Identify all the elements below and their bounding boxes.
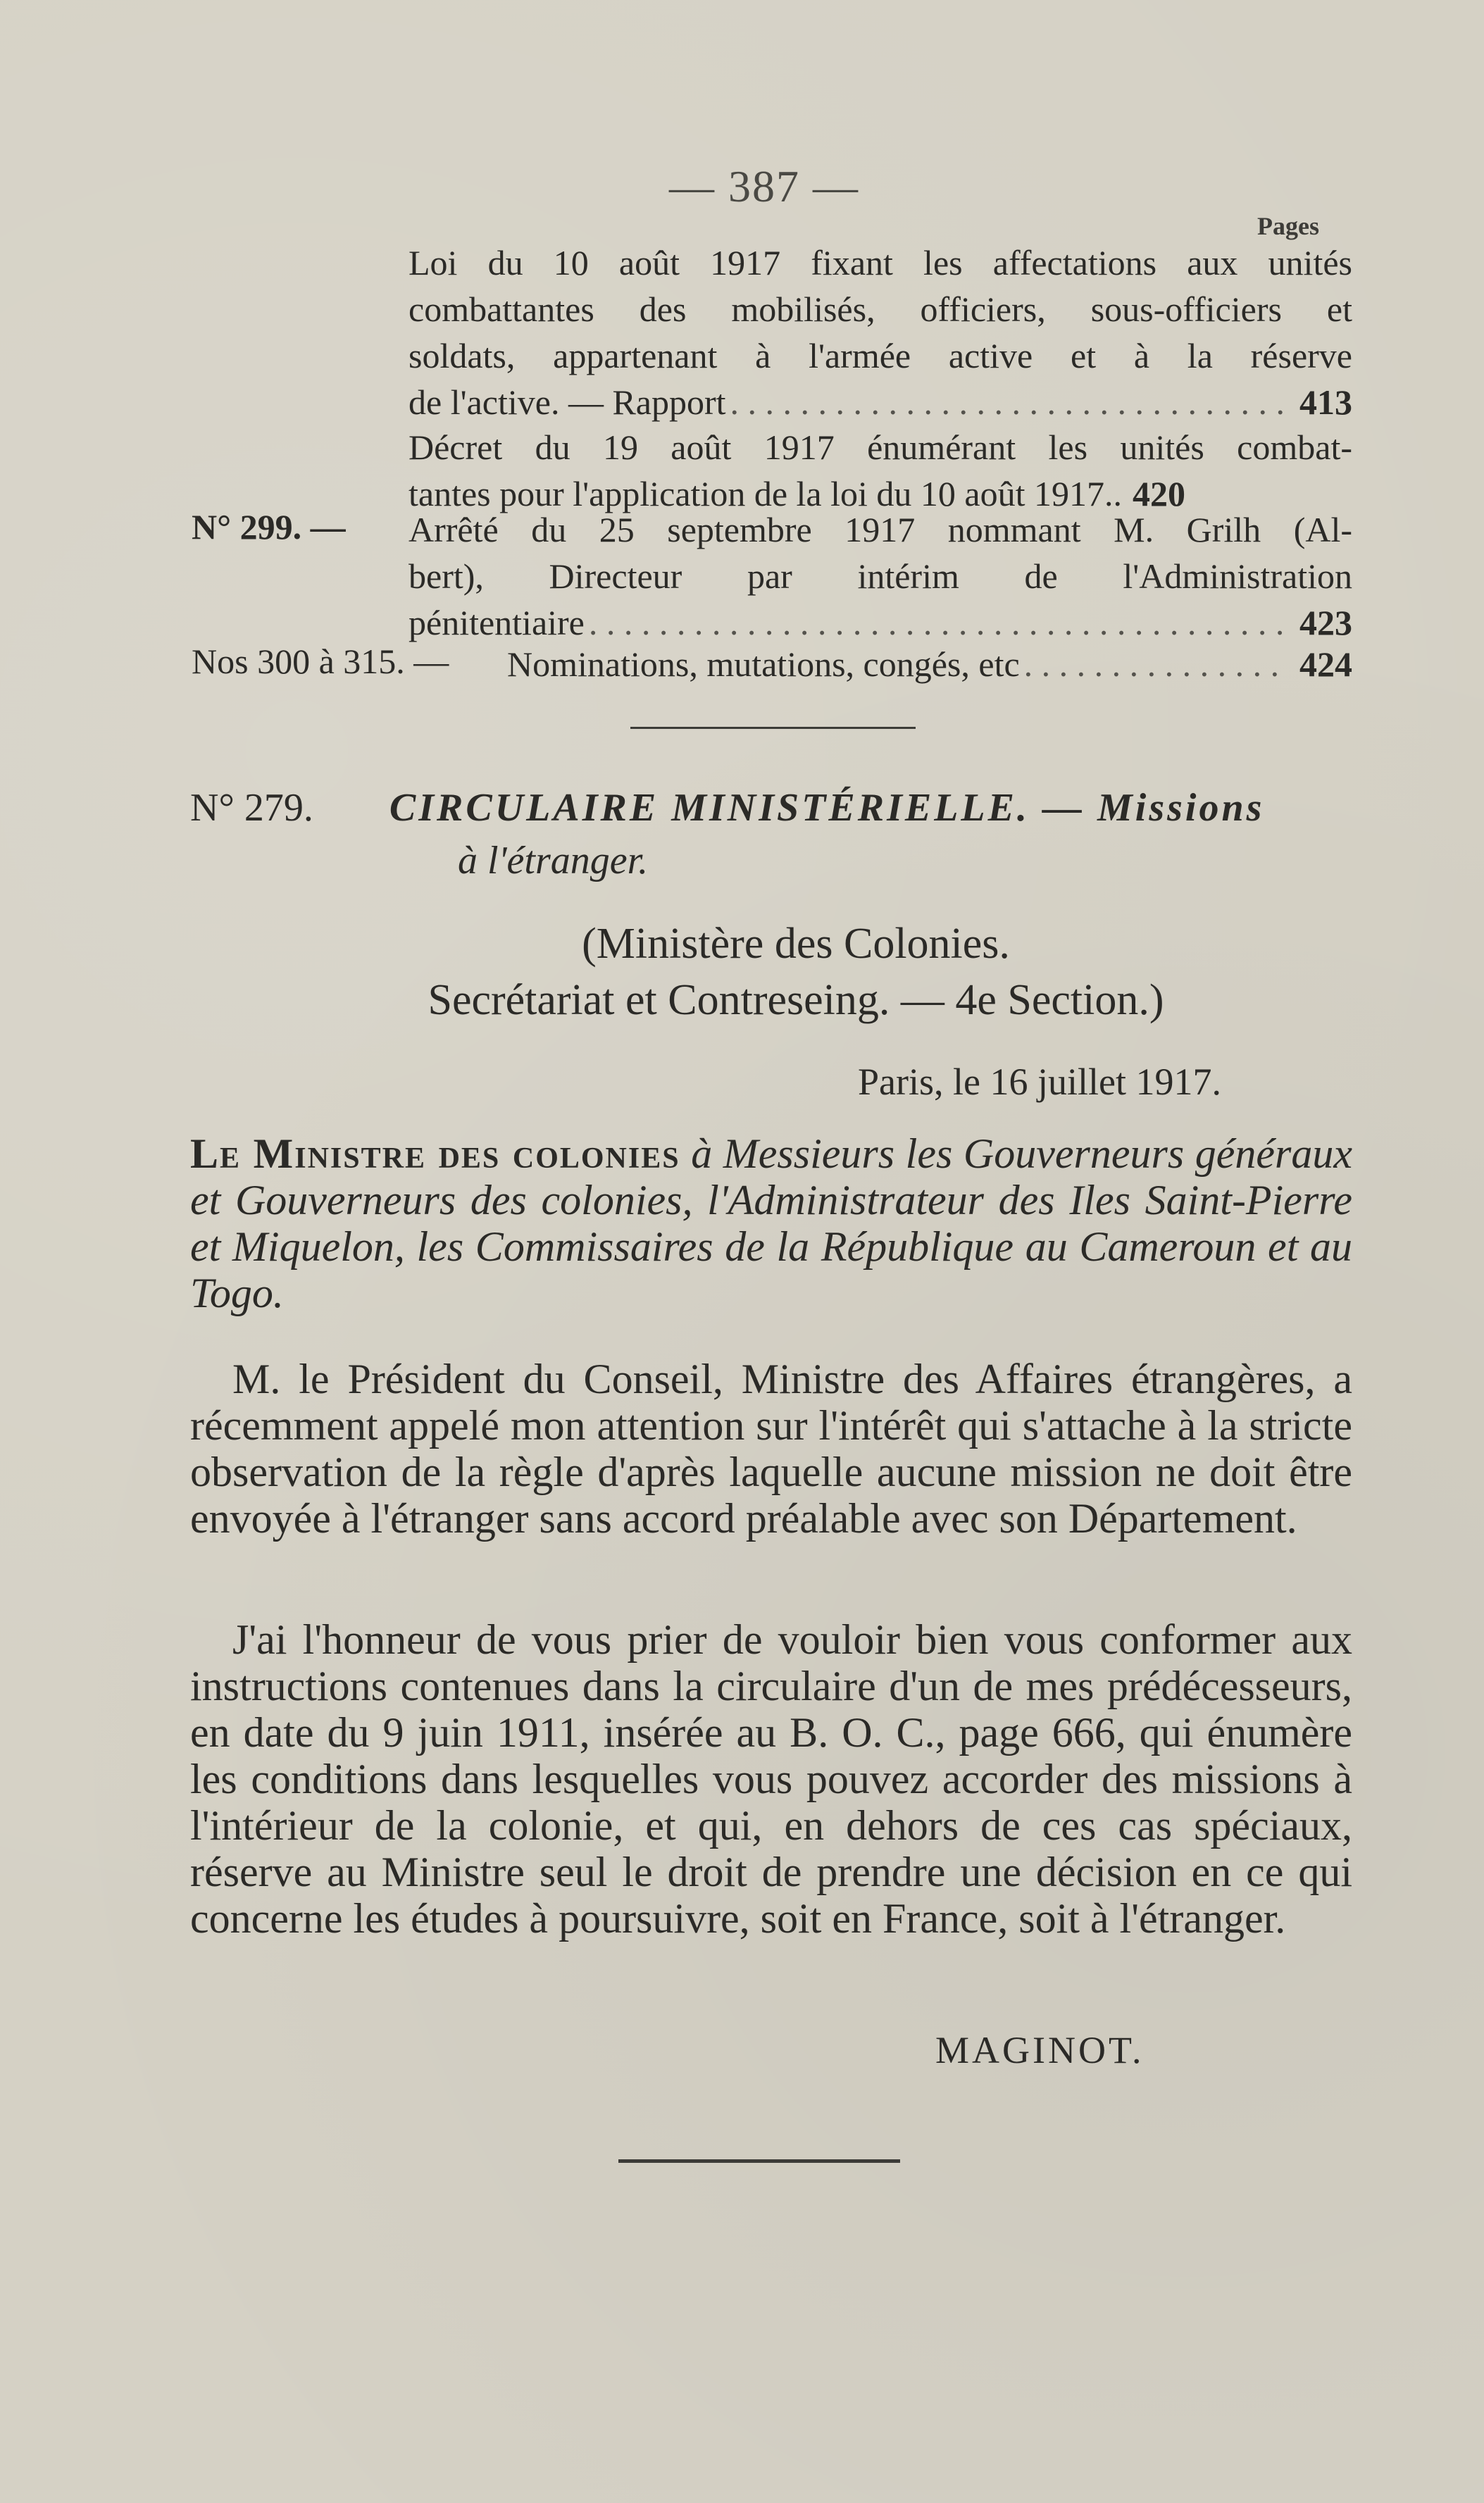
leader-dots — [1024, 641, 1285, 687]
toc-entry-number: Nos 300 à 315. — — [192, 642, 449, 681]
section-divider — [630, 727, 916, 729]
toc-line: combattantes des mobilisés, officiers, sous-officiers et — [409, 289, 1352, 329]
signature: MAGINOT. — [935, 2029, 1145, 2071]
toc-line: Arrêté du 25 septembre 1917 nommant M. Grilh (Al- — [409, 510, 1352, 549]
leader-dots — [730, 379, 1285, 425]
page-number: — 387 — — [669, 161, 859, 211]
toc-entry — [409, 424, 1352, 517]
toc-entry-number: N° 299. — — [192, 507, 346, 547]
circular-number: N° 279. — [190, 786, 313, 830]
toc-line: pénitentiaire — [409, 603, 585, 642]
ministry-line: (Ministère des Colonies. — [582, 920, 1010, 968]
toc-line: soldats, appartenant à l'armée active et à la réserve — [409, 336, 1352, 375]
address-recipients: à Messieurs les Gouverneurs généraux et Gouverneurs des colonies, l'Administrateur des Iles Saint-Pierre et Miquelon, les Commissaires de la République au Cameroun et au Togo. — [190, 1130, 1352, 1316]
toc-line: de l'active. — Rapport — [409, 382, 726, 422]
toc-line: Loi du 10 août 1917 fixant les affectations aux unités — [409, 243, 1352, 282]
toc-line: bert), Directeur par intérim de l'Administration — [409, 556, 1352, 596]
toc-entry — [507, 641, 1352, 687]
ministry-line: Secrétariat et Contreseing. — 4e Section.) — [428, 976, 1164, 1024]
toc-entry — [409, 506, 1352, 646]
circular-heading — [190, 785, 1359, 830]
body-paragraph: J'ai l'honneur de vous prier de vouloir bien vous conformer aux instructions contenues dans la circulaire d'un de mes prédécesseurs, en date du 9 juin 1911, insérée au B. O. C., page 666, qui énumère les conditions dans lesquelles vous pouvez accorder des missions à l'intérieur de la colonie, et qui, en dehors de ces cas spéciaux, réserve au Ministre seul le droit de prendre une décision en ce qui concerne les études à poursuivre, soit en France, soit à l'étranger. — [190, 1616, 1352, 1942]
toc-page-ref: 413 — [1299, 382, 1352, 422]
toc-page-ref: 423 — [1299, 603, 1352, 642]
leader-dots — [589, 599, 1285, 646]
toc-line: tantes pour l'application de la loi du 10 août 1917.. — [409, 474, 1122, 513]
address-paragraph — [190, 1130, 1352, 1316]
toc-line: Décret du 19 août 1917 énumérant les unités combat- — [409, 427, 1352, 467]
circular-subtitle: à l'étranger. — [458, 839, 649, 882]
circular-title: CIRCULAIRE MINISTÉRIELLE. — Missions — [389, 786, 1265, 830]
toc-page-ref: 424 — [1299, 644, 1352, 684]
date-line: Paris, le 16 juillet 1917. — [858, 1061, 1221, 1103]
address-sender: Le Ministre des colonies — [190, 1130, 680, 1177]
pages-column-label: Pages — [1257, 212, 1319, 240]
toc-line: Nominations, mutations, congés, etc — [507, 644, 1020, 684]
toc-entry — [409, 239, 1352, 425]
body-paragraph: M. le Président du Conseil, Ministre des Affaires étrangères, a récemment appelé mon attention sur l'intérêt qui s'attache à la stricte observation de la règle d'après laquelle aucune mission ne doit être envoyée à l'étranger sans accord préalable avec son Département. — [190, 1356, 1352, 1542]
toc-page-ref: 420 — [1132, 474, 1185, 513]
end-rule — [618, 2159, 900, 2163]
